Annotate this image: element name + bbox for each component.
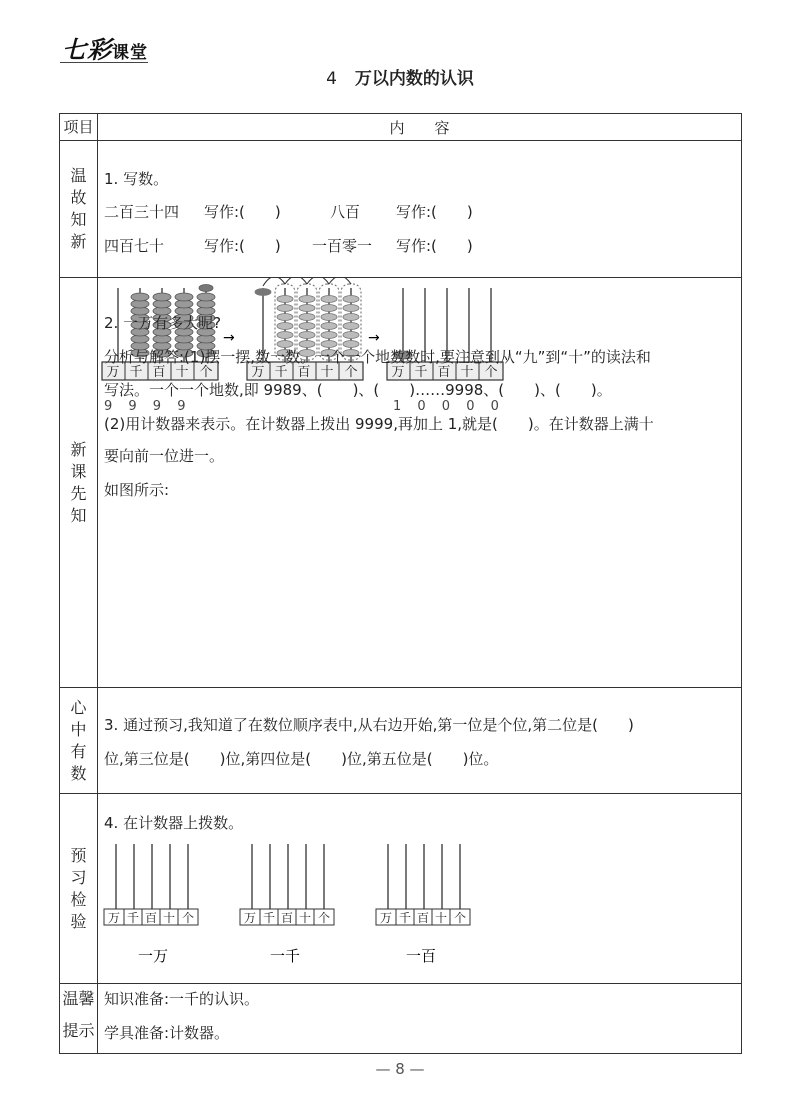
review-row [60,141,742,278]
mind-row [60,688,742,794]
svg-text:万: 万 [379,911,393,925]
caption-wan: 一万 [138,947,169,965]
mind-label: 心 中 有 数 [60,688,98,794]
svg-text:万: 万 [251,365,265,380]
review-label: 温 故 知 新 [60,141,98,278]
q1-r2-write: 写作:( ) [204,237,281,255]
q1-r1-word2: 八百 [330,203,361,221]
svg-text:十: 十 [434,911,448,925]
q1-r2-word2: 一百零一 [312,237,373,255]
new-row [60,278,742,688]
tips-l2: 学具准备:计数器。 [104,1024,230,1042]
q1-r2-word: 四百七十 [104,237,165,255]
svg-text:十: 十 [298,911,312,925]
q2-p5: 如图所示: [104,481,170,499]
svg-text:千: 千 [398,911,412,925]
title-number: 4 [326,69,337,89]
svg-text:百: 百 [297,365,311,380]
abacus-10000-value: 1 0 0 0 0 [393,399,505,414]
review-content [98,141,742,278]
caption-qian: 一千 [270,947,301,965]
svg-text:千: 千 [129,365,143,380]
check-content [98,794,742,984]
q2-p1: 分析与解答:(1)摆一摆,数一数。一个一个地数数时,要注意到从“九”到“十”的读法和 [104,348,651,366]
arrow-2: → [368,330,380,346]
svg-text:百: 百 [437,365,451,380]
svg-text:百: 百 [144,911,158,925]
svg-text:个: 个 [453,911,467,925]
q2-p4: 要向前一位进一。 [104,447,225,465]
svg-text:十: 十 [460,365,474,380]
svg-text:个: 个 [181,911,195,925]
svg-text:百: 百 [416,911,430,925]
q1-r1-write2: 写作:( ) [396,203,473,221]
q3-l2: 位,第三位是( )位,第四位是( )位,第五位是( )位。 [104,750,499,768]
tips-label: 温馨 提示 [60,984,98,1054]
tips-content [98,984,742,1054]
svg-text:十: 十 [175,365,189,380]
svg-text:百: 百 [280,911,294,925]
caption-bai: 一百 [406,947,437,965]
svg-text:万: 万 [243,911,257,925]
logo-suffix: 课堂 [112,43,148,63]
q2-p3: (2)用计数器来表示。在计数器上拨出 9999,再加上 1,就是( )。在计数器上满十 [104,415,654,433]
mind-content [98,688,742,794]
tips-l1: 知识准备:一千的认识。 [104,990,260,1008]
title-text: 万以内数的认识 [354,69,474,89]
q2-title: 2. 一万有多大呢? [104,314,222,332]
page-number: — 8 — [375,1060,425,1078]
arrow-1: → [223,330,235,346]
q3-l1: 3. 通过预习,我知道了在数位顺序表中,从右边开始,第一位是个位,第二位是( ) [104,716,634,734]
svg-text:百: 百 [152,365,166,380]
check-row [60,794,742,984]
q4-title: 4. 在计数器上拨数。 [104,814,244,832]
header-content: 内 容 [98,114,742,141]
svg-text:个: 个 [484,365,498,380]
logo-brand: 七彩 [62,35,112,64]
page-title [0,64,800,89]
empty-abaci [98,839,738,969]
q1-r1-write: 写作:( ) [204,203,281,221]
svg-text:千: 千 [262,911,276,925]
q1-r2-write2: 写作:( ) [396,237,473,255]
check-label: 预 习 检 验 [60,794,98,984]
svg-text:个: 个 [199,365,213,380]
svg-text:十: 十 [162,911,176,925]
q1-r1-word: 二百三十四 [104,203,180,221]
q1-title: 1. 写数。 [104,170,169,188]
table-header-row [60,114,742,141]
new-content [98,278,742,688]
svg-text:万: 万 [107,911,121,925]
header-item: 项目 [60,114,98,141]
brand-logo [62,30,148,65]
new-label: 新 课 先 知 [60,278,98,688]
lesson-table [59,113,742,1054]
svg-text:十: 十 [320,365,334,380]
svg-text:个: 个 [344,365,358,380]
svg-text:千: 千 [126,911,140,925]
svg-text:千: 千 [414,365,428,380]
svg-text:个: 个 [317,911,331,925]
logo-underline [60,62,148,63]
tips-row [60,984,742,1054]
svg-text:千: 千 [274,365,288,380]
svg-text:万: 万 [391,365,405,380]
q2-p2: 写法。一个一个地数,即 9989、( )、( )……9998、( )、( )。 [104,381,612,399]
svg-text:万: 万 [106,365,120,380]
abacus-9999-value: 9 9 9 9 [104,399,192,414]
